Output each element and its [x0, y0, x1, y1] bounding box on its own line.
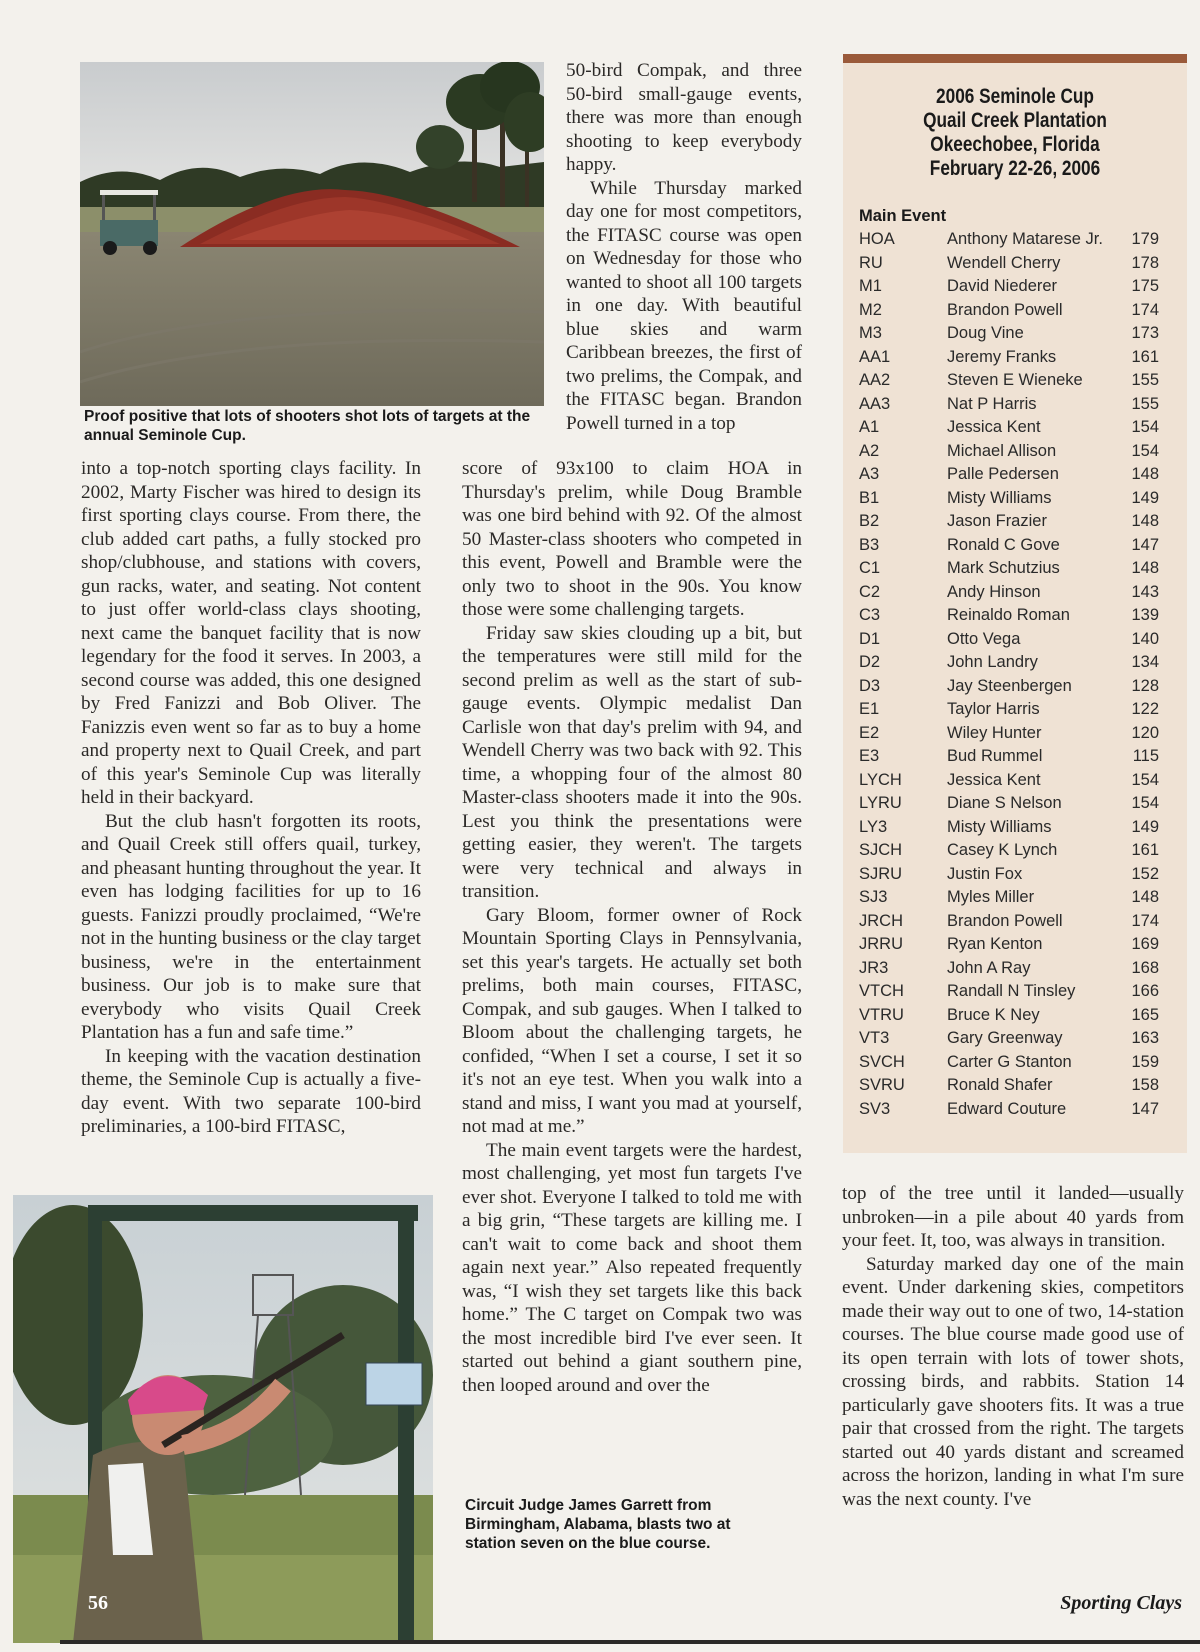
result-name: Anthony Matarese Jr. — [947, 230, 1103, 248]
result-class: B2 — [859, 512, 880, 530]
result-score: 143 — [1131, 582, 1159, 601]
result-class: D2 — [859, 653, 881, 671]
target-pile-illustration — [80, 62, 544, 406]
result-class: M3 — [859, 324, 882, 342]
results-row — [843, 348, 1187, 372]
result-name: Jeremy Franks — [947, 347, 1057, 366]
results-row — [843, 771, 1187, 795]
result-score: 173 — [1131, 324, 1159, 342]
result-class: B3 — [859, 535, 880, 554]
article-paragraph: top of the tree until it landed—usually unbroken—in a pile about 40 yards from your feet. It, too, was always in transition. — [842, 1183, 1184, 1251]
result-score: 158 — [1131, 1076, 1159, 1094]
photo-shooter — [13, 1195, 433, 1643]
result-class: JRRU — [859, 935, 903, 953]
result-name: Casey K Lynch — [947, 841, 1058, 859]
result-class: A1 — [859, 418, 880, 436]
result-class: AA3 — [859, 394, 891, 413]
result-score: 165 — [1131, 1005, 1159, 1024]
result-class: D1 — [859, 629, 881, 648]
results-row — [843, 935, 1187, 959]
result-score: 154 — [1131, 794, 1159, 812]
sidebar-title-line: Okeechobee, Florida — [930, 133, 1100, 156]
result-class: E1 — [859, 700, 880, 718]
result-class: SJCH — [859, 841, 903, 859]
results-row — [843, 841, 1187, 865]
result-class: B1 — [859, 488, 880, 507]
results-row — [843, 324, 1187, 348]
article-column-1 — [81, 457, 421, 1139]
results-row — [843, 677, 1187, 701]
result-name: David Niederer — [947, 277, 1058, 295]
results-row — [843, 700, 1187, 724]
article-paragraph: Gary Bloom, former owner of Rock Mountain Sporting Clays in Pennsylvania, set this year's targets. He actually set both prelims, both main courses, FITASC, Compak, and sub gauges. When I talked to Bloom about the challenging targets, he confided, “When I set a course, I set it so it's not an eye test. When you walk into a stand and miss, I want you mad at yourself, not mad at me.” — [462, 904, 802, 1137]
result-name: Doug Vine — [947, 324, 1024, 342]
results-row — [843, 912, 1187, 936]
results-row — [843, 1029, 1187, 1053]
result-class: SJRU — [859, 864, 903, 883]
result-class: VTCH — [859, 982, 904, 1000]
result-name: Brandon Powell — [947, 300, 1063, 319]
result-class: HOA — [859, 230, 895, 248]
result-score: 148 — [1131, 512, 1159, 530]
result-name: Wendell Cherry — [947, 253, 1061, 272]
result-class: SJ3 — [859, 888, 888, 906]
result-class: SV3 — [859, 1099, 891, 1118]
result-name: Jason Frazier — [947, 512, 1047, 530]
article-column-2 — [462, 457, 802, 1397]
result-class: LYCH — [859, 770, 902, 789]
result-score: 161 — [1131, 347, 1159, 366]
results-row — [843, 465, 1187, 489]
result-name: Misty Williams — [947, 488, 1052, 507]
result-name: Michael Allison — [947, 441, 1057, 460]
result-score: 179 — [1131, 230, 1159, 248]
result-score: 174 — [1131, 300, 1159, 319]
result-class: SVRU — [859, 1076, 905, 1094]
result-score: 169 — [1131, 935, 1159, 953]
result-class: LY3 — [859, 817, 888, 836]
result-name: Ronald C Gove — [947, 535, 1060, 554]
result-name: John A Ray — [947, 958, 1031, 977]
results-row — [843, 583, 1187, 607]
results-row — [843, 230, 1187, 254]
result-score: 122 — [1131, 700, 1159, 718]
results-row — [843, 794, 1187, 818]
result-score: 140 — [1131, 629, 1159, 648]
result-score: 148 — [1131, 465, 1159, 483]
result-name: Brandon Powell — [947, 911, 1063, 930]
result-class: LYRU — [859, 794, 902, 812]
result-score: 148 — [1131, 559, 1159, 577]
result-name: Nat P Harris — [947, 394, 1037, 413]
result-score: 120 — [1131, 723, 1159, 742]
results-row — [843, 254, 1187, 278]
bottom-rule — [60, 1640, 1200, 1644]
result-class: JR3 — [859, 958, 889, 977]
result-name: Jessica Kent — [947, 770, 1041, 789]
results-row — [843, 1053, 1187, 1077]
result-class: VTRU — [859, 1005, 904, 1024]
result-score: 134 — [1131, 653, 1159, 671]
results-row — [843, 888, 1187, 912]
result-name: Bruce K Ney — [947, 1005, 1040, 1024]
photo-caption-top: Proof positive that lots of shooters shot lots of targets at the annual Seminole Cup. — [84, 408, 531, 444]
result-class: AA1 — [859, 347, 891, 366]
result-name: Jessica Kent — [947, 418, 1041, 436]
article-paragraph: But the club hasn't forgotten its roots, and Quail Creek still offers quail, turkey, and pheasant hunting throughout the year. It even has lodging facilities for up to 16 guests. Fanizzi proudly proclaimed, “We're not in the hunting business or the clay target business, we're in the entertainment business. Our job is to make sure that everybody who visits Quail Creek Plantation has a fun and safe time.” — [81, 810, 421, 1043]
sidebar-title — [874, 85, 1156, 181]
result-score: 155 — [1131, 371, 1159, 389]
results-row — [843, 1100, 1187, 1124]
result-name: Justin Fox — [947, 864, 1023, 883]
article-paragraph: The main event targets were the hardest, most challenging, yet most fun targets I've ever shot. Everyone I talked to told me with a big grin, “These targets are killing me. I can't wait to come back and shoot them again next year.” Also repeated frequently was, “I wish they set targets like this back home.” The C target on Compak two was the most incredible bird I've ever seen. It started out behind a giant southern pine, then looped around and over the — [462, 1139, 802, 1396]
photo-target-pile — [80, 62, 544, 406]
results-row — [843, 559, 1187, 583]
result-score: 128 — [1131, 676, 1159, 695]
article-paragraph: Friday saw skies clouding up a bit, but the temperatures were still mild for the second prelim as well as the start of sub-gauge events. Olympic medalist Dan Carlisle won that day's prelim with 94, and Wendell Cherry was two back with 92. This time, a whopping four of the almost 80 Master-class shooters made it into the 90s. Lest you think the presentations were getting easier, they weren't. The targets were very technical and always in transition. — [462, 622, 802, 902]
results-row — [843, 724, 1187, 748]
result-name: Palle Pedersen — [947, 465, 1059, 483]
result-name: Ryan Kenton — [947, 935, 1043, 953]
results-row — [843, 959, 1187, 983]
result-class: A3 — [859, 465, 880, 483]
result-score: 159 — [1131, 1052, 1159, 1071]
result-score: 166 — [1131, 982, 1159, 1000]
results-row — [843, 1006, 1187, 1030]
sidebar-title-line: Quail Creek Plantation — [923, 109, 1107, 132]
result-class: SVCH — [859, 1052, 905, 1071]
results-row — [843, 653, 1187, 677]
results-row — [843, 606, 1187, 630]
result-score: 155 — [1131, 394, 1159, 413]
result-class: M1 — [859, 277, 882, 295]
sidebar-section-heading: Main Event — [859, 207, 947, 225]
result-name: Mark Schutzius — [947, 559, 1060, 577]
result-class: RU — [859, 253, 883, 272]
article-paragraph: into a top-notch sporting clays facility. In 2002, Marty Fischer was hired to design its first sporting clays course. From there, the club added cart paths, a fully stocked pro shop/clubhouse, and stations with covers, gun racks, water, and seating. Not content to just offer world-class clays shooting, next came the banquet facility that is now legendary for the food it serves. In 2003, a second course was added, this one designed by Fred Fanizzi and Bob Oliver. The Fanizzis even went so far as to buy a home and property next to Quail Creek, and part of this year's Seminole Cup was literally held in their backyard. — [81, 458, 421, 808]
results-row — [843, 747, 1187, 771]
result-name: Bud Rummel — [947, 747, 1043, 765]
result-name: Randall N Tinsley — [947, 982, 1076, 1000]
article-paragraph: In keeping with the vacation destination theme, the Seminole Cup is actually a five-day event. With two separate 100-bird preliminaries, a 100-bird FITASC, — [81, 1045, 421, 1137]
results-row — [843, 277, 1187, 301]
result-score: 115 — [1132, 747, 1159, 765]
result-name: Jay Steenbergen — [947, 676, 1072, 695]
result-name: Steven E Wieneke — [947, 371, 1083, 389]
result-score: 149 — [1131, 488, 1159, 507]
results-row — [843, 818, 1187, 842]
result-class: VT3 — [859, 1029, 890, 1047]
result-class: AA2 — [859, 371, 891, 389]
sidebar-title-line: February 22-26, 2006 — [929, 157, 1101, 180]
result-score: 147 — [1131, 1099, 1159, 1118]
results-row — [843, 1076, 1187, 1100]
results-row — [843, 489, 1187, 513]
result-score: 147 — [1131, 535, 1159, 554]
result-score: 139 — [1131, 606, 1159, 624]
results-row — [843, 536, 1187, 560]
result-score: 174 — [1131, 911, 1159, 930]
results-row — [843, 865, 1187, 889]
result-name: Misty Williams — [947, 817, 1052, 836]
result-score: 163 — [1131, 1029, 1159, 1047]
result-class: E3 — [859, 747, 880, 765]
result-class: A2 — [859, 441, 880, 460]
result-name: Edward Couture — [947, 1099, 1067, 1118]
result-name: Ronald Shafer — [947, 1076, 1053, 1094]
result-name: Carter G Stanton — [947, 1052, 1072, 1071]
result-class: D3 — [859, 676, 881, 695]
result-name: Andy Hinson — [947, 582, 1041, 601]
results-row — [843, 371, 1187, 395]
result-class: M2 — [859, 300, 882, 319]
article-paragraph: While Thursday marked day one for most competitors, the FITASC course was open on Wednesday for those who wanted to shoot all 100 targets in one day. With beautiful blue skies and warm Caribbean breezes, the first of two prelims, the Compak, and the FITASC began. Brandon Powell turned in a top — [566, 177, 802, 434]
result-name: Reinaldo Roman — [947, 606, 1070, 624]
result-score: 175 — [1131, 277, 1159, 295]
result-name: Gary Greenway — [947, 1029, 1063, 1047]
result-name: Otto Vega — [947, 629, 1021, 648]
results-row — [843, 418, 1187, 442]
result-score: 178 — [1131, 253, 1159, 272]
article-paragraph: Saturday marked day one of the main event. Under darkening skies, competitors made their way out to one of two, 14-station courses. The blue course made good use of its open terrain with lots of tower shots, crossing birds, and rabbits. Station 14 particularly gave shooters fits. It was a true pair that crossed from the right. The targets started out 40 yards distant and screamed across the horizon, landing in what I'm sure was the next county. I've — [842, 1253, 1184, 1510]
article-paragraph: 50-bird Compak, and three 50-bird small-gauge events, there was more than enough shooting to keep everybody happy. — [566, 60, 802, 175]
article-column-2-top — [566, 59, 802, 435]
results-sidebar — [843, 54, 1187, 1153]
result-class: C2 — [859, 582, 881, 601]
results-row — [843, 512, 1187, 536]
article-paragraph: score of 93x100 to claim HOA in Thursday's prelim, while Doug Bramble was one bird behind with 92. Of the almost 50 Master-class shooters who competed in this event, Powell and Bramble were the only two to shoot in the 90s. You know those were some challenging targets. — [462, 458, 802, 620]
result-score: 152 — [1131, 864, 1159, 883]
results-row — [843, 442, 1187, 466]
result-class: E2 — [859, 723, 880, 742]
magazine-name: Sporting Clays — [1060, 1592, 1182, 1614]
result-score: 161 — [1131, 841, 1159, 859]
result-name: Wiley Hunter — [947, 723, 1042, 742]
results-row — [843, 630, 1187, 654]
results-row — [843, 301, 1187, 325]
article-column-3 — [842, 1182, 1184, 1511]
result-class: JRCH — [859, 911, 903, 930]
result-name: Myles Miller — [947, 888, 1035, 906]
result-class: C1 — [859, 559, 881, 577]
sidebar-title-line: 2006 Seminole Cup — [936, 85, 1094, 108]
result-name: John Landry — [947, 653, 1038, 671]
result-name: Taylor Harris — [947, 700, 1040, 718]
result-score: 154 — [1131, 441, 1159, 460]
result-name: Diane S Nelson — [947, 794, 1062, 812]
results-row — [843, 982, 1187, 1006]
result-class: C3 — [859, 606, 881, 624]
shooter-illustration — [13, 1195, 433, 1643]
results-row — [843, 395, 1187, 419]
results-table — [843, 230, 1187, 1130]
result-score: 148 — [1131, 888, 1159, 906]
result-score: 149 — [1131, 817, 1159, 836]
result-score: 154 — [1131, 770, 1159, 789]
result-score: 168 — [1131, 958, 1159, 977]
page-number: 56 — [88, 1592, 108, 1614]
photo-caption-bottom: Circuit Judge James Garrett from Birmingham, Alabama, blasts two at station seven on the blue course. — [465, 1497, 731, 1552]
result-score: 154 — [1131, 418, 1159, 436]
